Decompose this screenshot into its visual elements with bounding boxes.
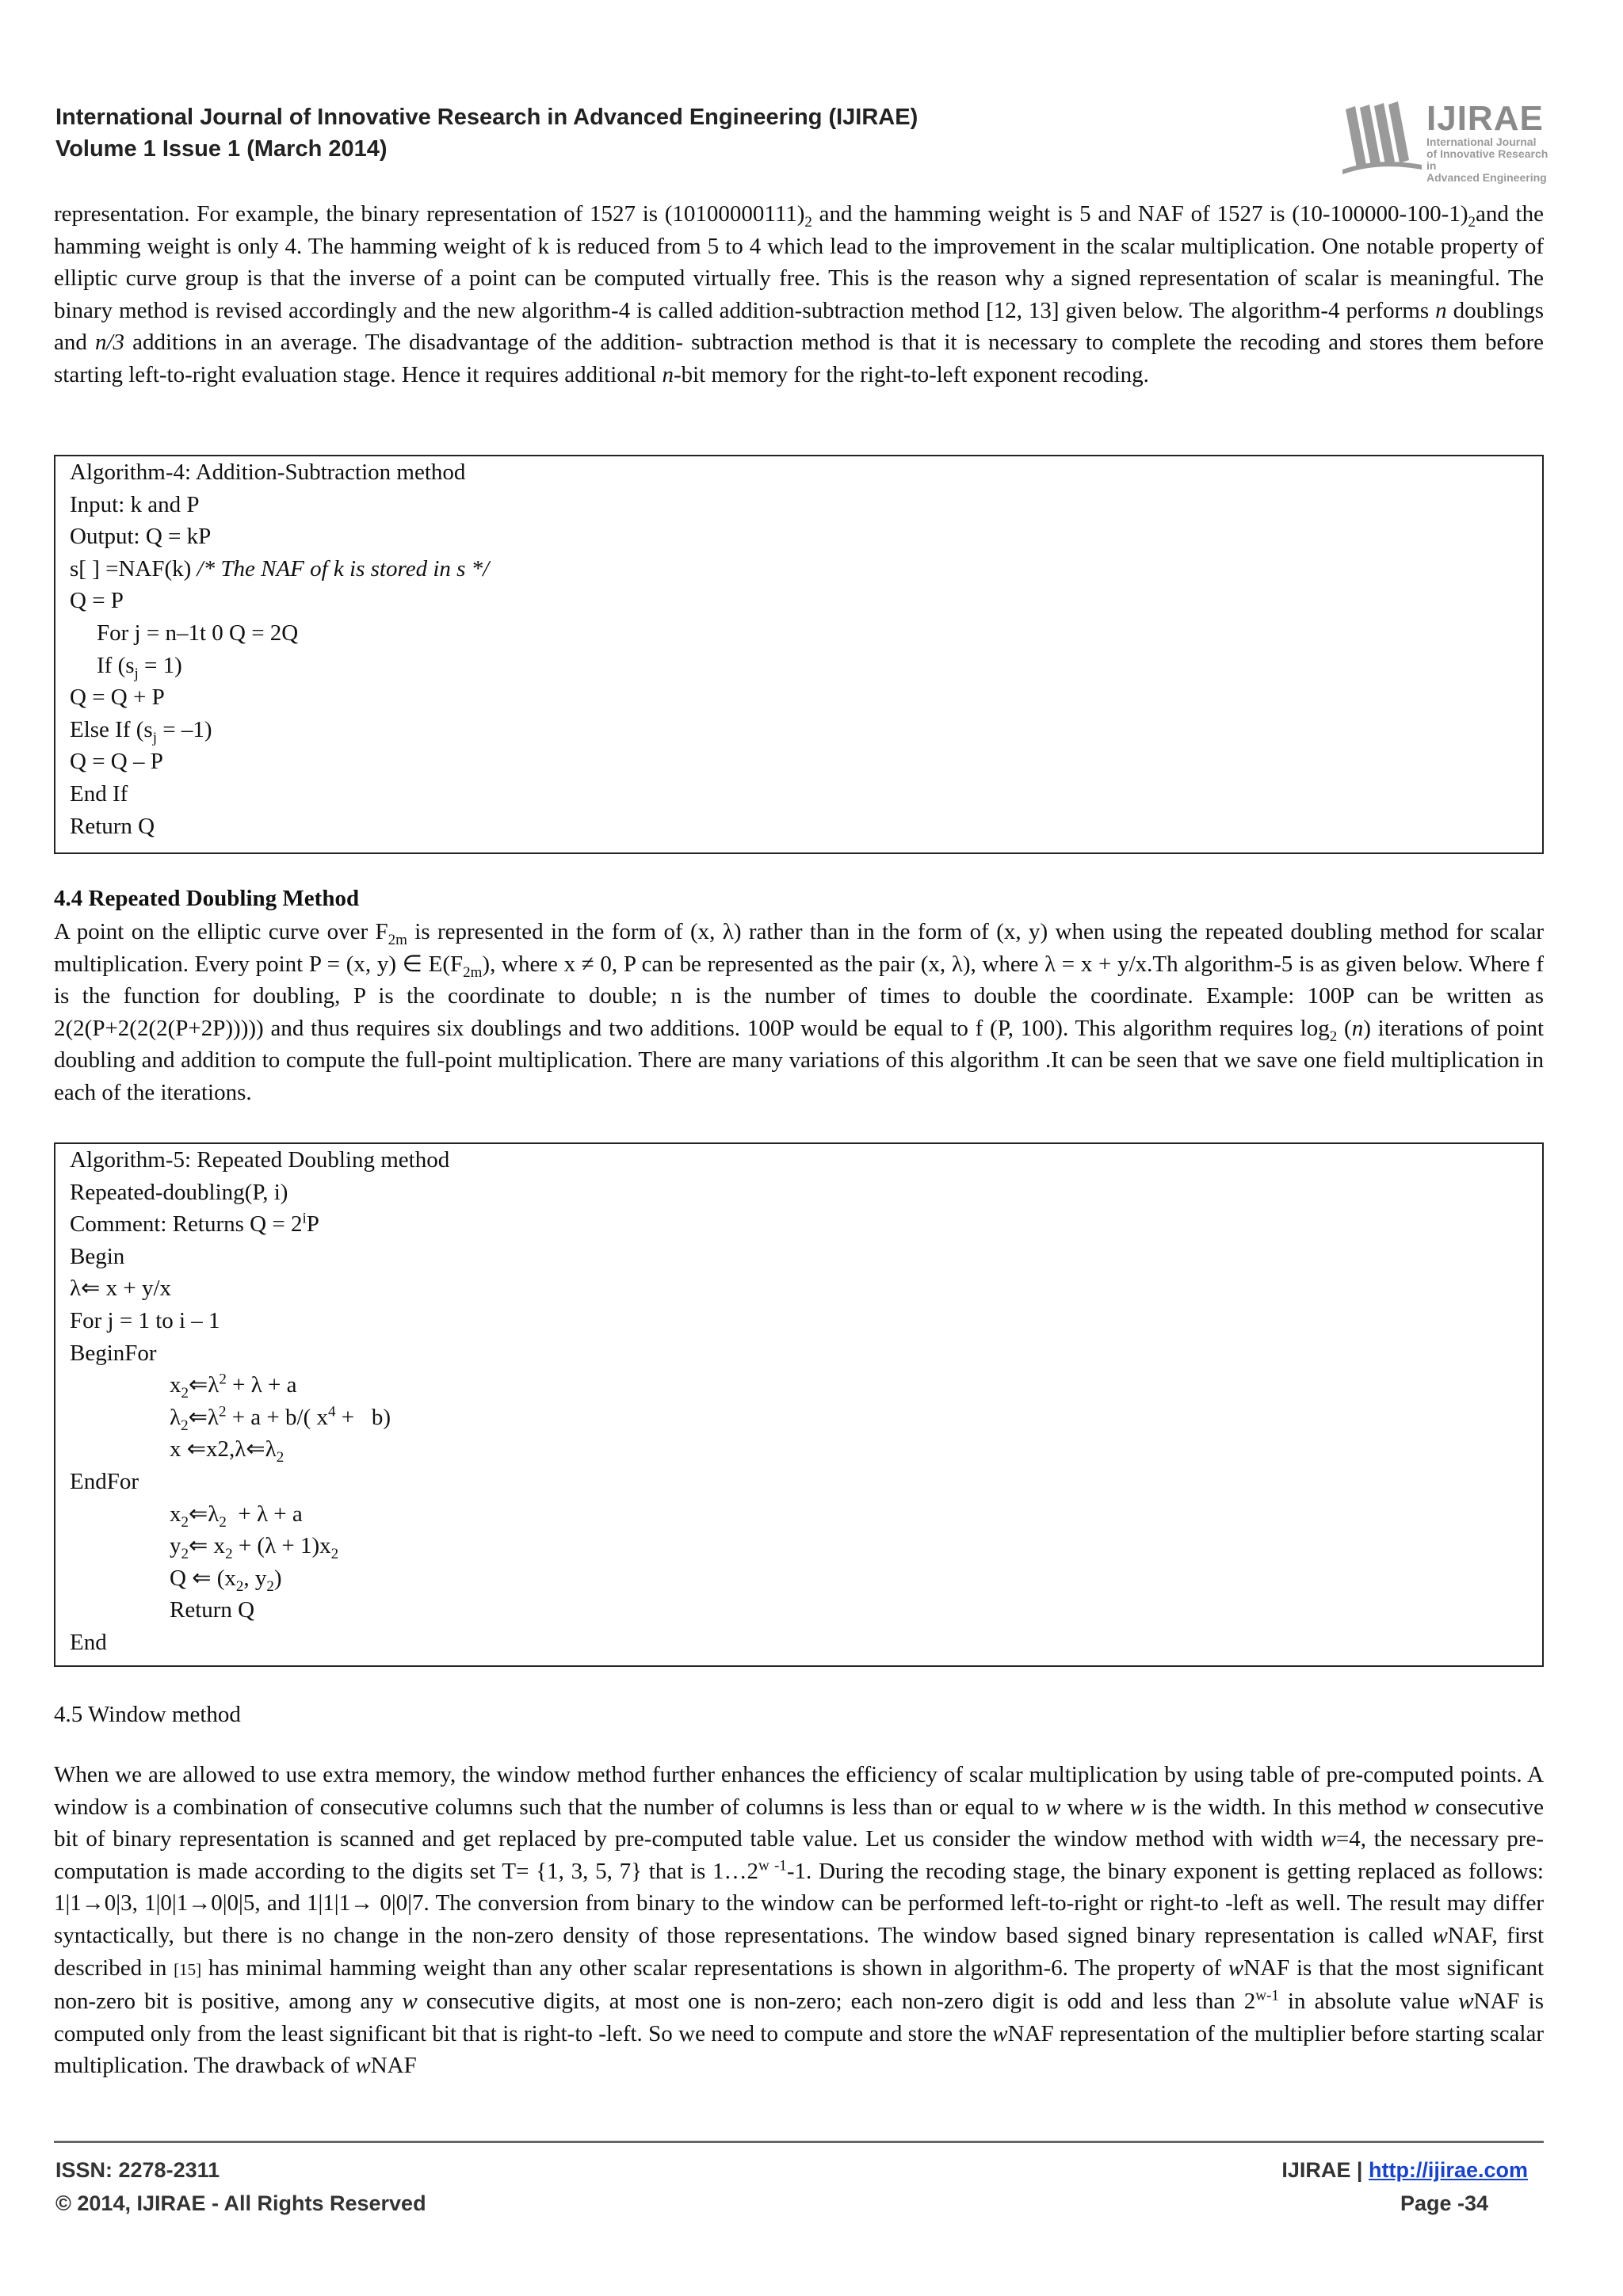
algorithm-line: For j = 1 to i – 1 xyxy=(70,1307,220,1333)
algorithm-line: Begin xyxy=(70,1243,125,1269)
algorithm-line: $y_2⇐$ $x_2 + (\lambda + 1)x_2$ xyxy=(170,1533,339,1562)
paragraph-repeated-doubling: A point on the elliptic curve over $F_{2m}$ is represented in the form of (x, λ) rather than in the form of (x, y) when using the repeated doubling method for scalar multiplication. Every point P = (x, y) ∈ $E(F_{2m})$, where x ≠ 0, P can be represented as the pair (x, λ), where λ = x + y/x.Th algorithm-5 is as given below. Where f is the function for doubling, P is the coordinate to double; n is the number of times to double the coordinate. Example: 100P can be written as 2(2(P+2(2(2(P+2P))))) and thus requires six doublings and two additions. 100P would be equal to f (P, 100). This algorithm requires $\log_2 (n)$ iterations of point doubling and addition to compute the full-point multiplication. There are many variations of this algorithm .It can be seen that we save one field multiplication in each of the iterations. xyxy=(54,919,1544,1105)
algorithm-title: Algorithm-4: Addition-Subtraction method xyxy=(70,460,466,485)
algorithm-line: Return Q xyxy=(70,813,155,839)
algorithm-line: x $⇐x2,\lambda⇐\lambda_2$ xyxy=(170,1436,285,1466)
citation-ref: [15] xyxy=(174,1959,202,1979)
algorithm-line: BeginFor xyxy=(70,1340,157,1366)
logo-subtitle: of Innovative Research in xyxy=(1426,147,1549,172)
book-logo-icon xyxy=(1339,101,1426,174)
footer-journal-name: IJIRAE | xyxy=(1281,2158,1369,2182)
algorithm-line: Return Q xyxy=(170,1597,255,1623)
section-heading-4-5: 4.5 Window method xyxy=(54,1702,241,1727)
algorithm-line: Q ⇐ ($x_2$, $y_2$) xyxy=(170,1565,282,1595)
algorithm-line: Input: k and P xyxy=(70,491,200,517)
algorithm-line: End xyxy=(70,1629,107,1655)
algorithm-line: s[ ] =NAF(k) /* The NAF of k is stored in s */ xyxy=(70,555,490,582)
algorithm-line: End If xyxy=(70,780,128,807)
algorithm-line: Q = Q – P xyxy=(70,749,163,775)
page-number: Page -34 xyxy=(1400,2191,1488,2215)
footer-divider xyxy=(54,2141,1544,2143)
algorithm-line: $\lambda_2⇐\lambda^2 + a + b/$( $x^4 + b$) xyxy=(170,1403,391,1434)
journal-logo xyxy=(1339,99,1553,184)
algorithm-line: EndFor xyxy=(70,1468,139,1494)
algorithm-line: For j = n–1t 0 Q = 2Q xyxy=(97,620,299,646)
algorithm-line: Else If $(s_j = -1)$ xyxy=(70,716,212,746)
volume-issue: Volume 1 Issue 1 (March 2014) xyxy=(55,136,388,162)
paragraph-intro: representation. For example, the binary representation of 1527 is $(10100000111)_2$ and the hamming weight is 5 and NAF of 1527 is $(10-100000-100-1)_2and$ the hamming weight is only 4. The hamming weight of k is reduced from 5 to 4 which lead to the improvement in the scalar multiplication. One notable property of elliptic curve group is that the inverse of a point can be computed virtually free. This is the reason why a signed representation of scalar is meaningful. The binary method is revised accordingly and the new algorithm-4 is called addition-subtraction method [12, 13] given below. The algorithm-4 performs n doublings and n/3 additions in an average. The disadvantage of the addition- subtraction method is that it is necessary to complete the recoding and stores them before starting left-to-right evaluation stage. Hence it requires additional n-bit memory for the right-to-left exponent recoding. xyxy=(54,201,1545,387)
algorithm-5-box xyxy=(54,1142,1544,1667)
algorithm-line: Comment: Returns $Q = 2^iP$ xyxy=(70,1210,319,1238)
algorithm-line: $x_2⇐\lambda^2 + \lambda + a$ xyxy=(170,1371,297,1402)
journal-url-link[interactable]: http://ijirae.com xyxy=(1368,2158,1528,2182)
issn: ISSN: 2278-2311 xyxy=(55,2158,220,2182)
paragraph-window-method: When we are allowed to use extra memory, the window method further enhances the efficiency of scalar multiplication by using table of pre-computed points. A window is a combination of consecutive columns such that the number of columns is less than or equal to w where w is the width. In this method w consecutive bit of binary representation is scanned and get replaced by pre-computed table value. Let us consider the window method with width w=4, the necessary pre-computation is made according to the digits set T= {1, 3, 5, 7} that is 1…2$^{w -1}$-1. During the recoding stage, the binary exponent is getting replaced as follows: 1|1→0|3, 1|0|1→0|0|5, and 1|1|1→ 0|0|7. The conversion from binary to the window can be performed left-to-right or right-to -left as well. The result may differ syntactically, but there is no change in the non-zero density of those representations. The window based signed binary representation is called wNAF, first described in [15] has minimal hamming weight than any other scalar representations is shown in algorithm-6. The property of wNAF is that the most significant non-zero bit is positive, among any w consecutive digits, at most one is non-zero; each non-zero digit is odd and less than 2$^{w-1}$ in absolute value wNAF is computed only from the least significant bit that is right-to -left. So we need to compute and store the wNAF representation of the multiplier before starting scalar multiplication. The drawback of wNAF xyxy=(54,1762,1545,2079)
algorithm-line: Repeated-doubling(P, i) xyxy=(70,1179,288,1205)
algorithm-line: Output: Q = kP xyxy=(70,524,212,550)
logo-subtitle: International Journal xyxy=(1426,135,1537,148)
algorithm-line: $x_2⇐\lambda_2 + \lambda + a$ xyxy=(170,1501,303,1531)
algorithm-line: If $(s_j = 1)$ xyxy=(97,652,182,682)
section-heading-4-4: 4.4 Repeated Doubling Method xyxy=(54,886,360,911)
algorithm-line: λ⇐ x + y/x xyxy=(70,1276,172,1302)
copyright: © 2014, IJIRAE - All Rights Reserved xyxy=(55,2191,426,2215)
algorithm-line: Q = Q + P xyxy=(70,685,165,711)
footer-left xyxy=(55,2153,426,2220)
page-header xyxy=(55,101,918,165)
algorithm-4-box xyxy=(54,455,1544,854)
algorithm-line: Q = P xyxy=(70,588,124,614)
journal-title: International Journal of Innovative Research in Advanced Engineering (IJIRAE) xyxy=(55,105,918,130)
logo-name: IJIRAE xyxy=(1426,99,1544,138)
footer-journal xyxy=(1281,2153,1528,2187)
algorithm-title: Algorithm-5: Repeated Doubling method xyxy=(70,1147,450,1173)
logo-subtitle: Advanced Engineering xyxy=(1426,171,1547,184)
